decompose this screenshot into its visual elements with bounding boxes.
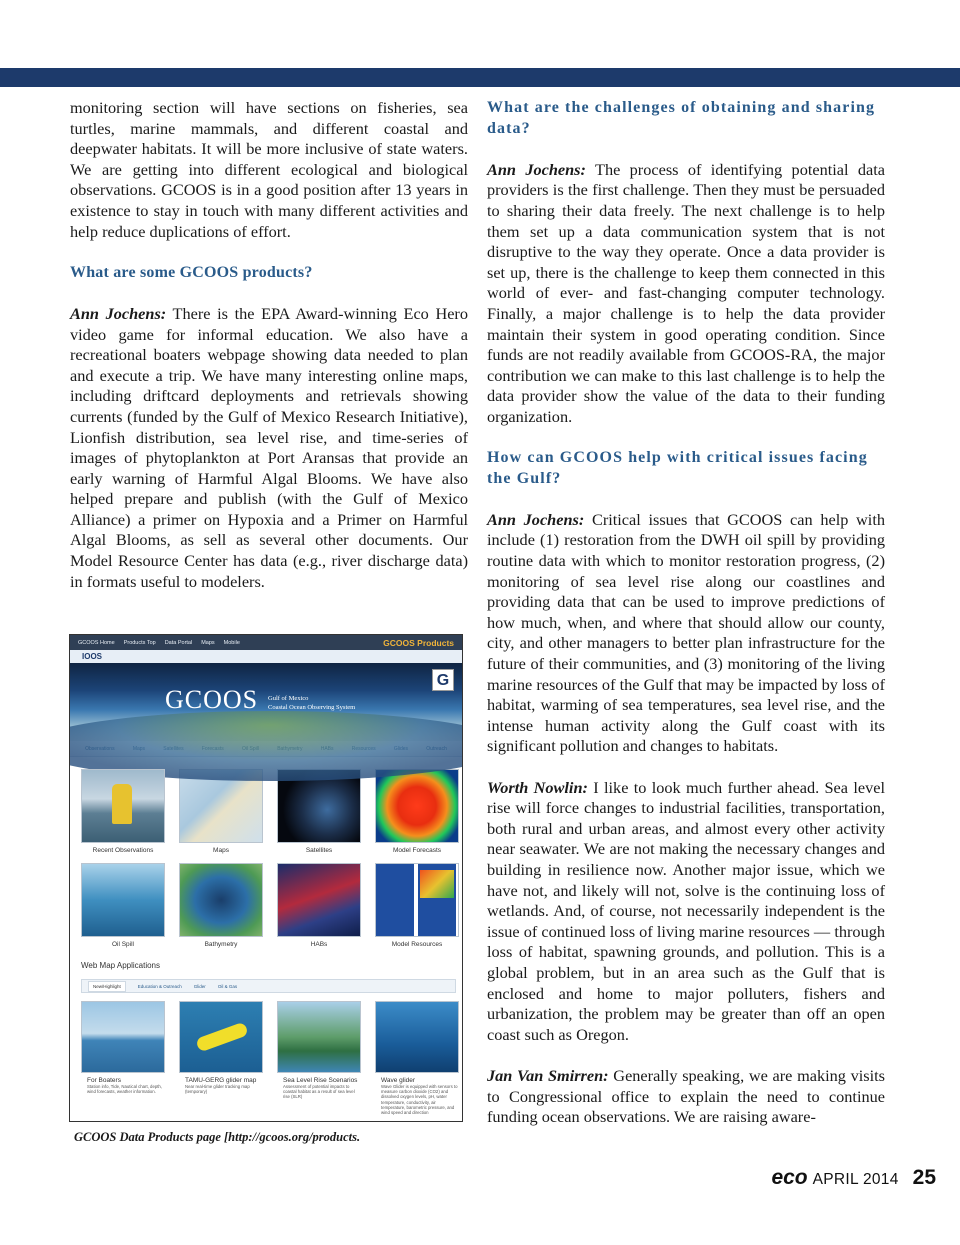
left-column — [70, 98, 468, 613]
figure-nav-bar — [70, 635, 462, 650]
magazine-name: eco — [771, 1166, 808, 1189]
oil-spill-image — [81, 863, 165, 937]
wave-glider-image — [375, 1001, 459, 1073]
nav-home: GCOOS Home — [78, 639, 115, 646]
speaker-name: Ann Jochens: — [487, 159, 586, 179]
page-footer — [771, 1166, 936, 1190]
figure-caption: GCOOS Data Products page [http://gcoos.org/products. — [74, 1130, 361, 1144]
answer-data-sharing — [487, 160, 885, 428]
nav-mobile: Mobile — [223, 639, 240, 646]
tile-bathymetry: Bathymetry — [179, 863, 263, 957]
tile-wave-glider: Wave glider Wave Glider is equipped with sensors to measure carbon dioxide (CO2) and dissolved oxygen levels, pH, water temperature, conductivity, air temperature, barometric pressure, and wind speed and direction — [375, 1001, 459, 1095]
g-logo-icon: G — [432, 669, 454, 691]
speaker-name: Ann Jochens: — [487, 509, 585, 529]
tile-habs: HABs — [277, 863, 361, 957]
web-map-title: Web Map Applications — [81, 961, 161, 970]
tile-model-resources: Model Resources — [375, 863, 459, 957]
answer-text: Generally speaking, we are making visits to Congressional office to explain the need to continue funding ocean observations. We are raising aware- — [487, 1065, 886, 1127]
answer-text: The process of identifying potential data providers is the first challenge. Then they must be persuaded to sharing their data freely. The next challenge is to help them set up a data communication system that is not disruptive to the way they operate. Once a data provider is set up, there is the challenge to keep them connected in this world of ever- and fast-changing computer technology. Finally, a major challenge is to help the data provider maintain their system in good operating condition. Since funds are not readily available from GCOOS-RA, the major contribution we can make to this last challenge is to help the data provider show the value of the data to their funding organization. — [487, 159, 885, 426]
forecast-image — [375, 769, 459, 843]
header-bar — [0, 68, 960, 87]
answer-text: There is the EPA Award-winning Eco Hero video game for informal education. We also have a recreational boaters webpage showing data needed to plan and execute a trip. We have many interesting online maps, including driftcard deployments and retrievals showing currents (funded by the Gulf of Mexico Research Initiative), Lionfish distribution, sea level rise, and time-series of images of phytoplankton at Port Aransas that provide an early warning of Harmful Algal Blooms. We have also helped prepare and publish (with the Gulf of Mexico Alliance) a primer on Hypoxia and a Primer on Harmful Algal Blooms, as sell as several other documents. Our Model Resource Center has data (e.g., river discharge data) in formats useful to modelers. — [70, 303, 468, 591]
tile-satellites: Satellites — [277, 769, 361, 863]
ioos-strip: IOOS — [70, 650, 462, 663]
glider-image — [179, 1001, 263, 1073]
page-number: 25 — [912, 1166, 936, 1189]
tile-model-forecasts: Model Forecasts — [375, 769, 459, 863]
gcoos-products-label: GCOOS Products — [383, 637, 454, 648]
tile-for-boaters: For Boaters Station info, Tide, Nautical chart, depth, wind forecasts, weather information. — [81, 1001, 165, 1095]
nav-data-portal: Data Portal — [164, 639, 193, 646]
model-resources-image — [375, 863, 459, 937]
answer-text: Critical issues that GCOOS can help with include (1) restoration from the DWH oil spill by providing routine data with which to monitor restoration progress, (2) monitoring of sea level rise along our coastlines and providing data that can be used to improve predictions of how much, when, and where that should allow our county, city, and other managers to better plan infrastructure for the future of their communities, and (3) monitoring of the living marine resources of the Gulf that may be impacted by loss of habitat, warming of sea temperatures, sea level rise, and the intense human activity along the Gulf coast with its significant pollution and changes to habitats. — [487, 509, 885, 756]
web-map-tabs: New/Highlight Education & Outreach Glider Oil & Gas — [81, 979, 456, 993]
bathymetry-image — [179, 863, 263, 937]
nav-products-top: Products Top — [123, 639, 156, 646]
web-map-tiles — [70, 1001, 462, 1116]
right-column — [487, 98, 885, 1148]
boat-image — [81, 1001, 165, 1073]
question-critical-issues: How can GCOOS help with critical issues facing the Gulf? — [487, 449, 868, 487]
answer-jan-van-smirren — [487, 1066, 885, 1128]
habs-image — [277, 863, 361, 937]
speaker-name: Worth Nowlin: — [487, 777, 588, 797]
gcoos-products-screenshot — [69, 634, 463, 1122]
answer-critical-issues — [487, 510, 885, 757]
answer-worth-nowlin — [487, 778, 885, 1046]
gcoos-subtitle: Gulf of Mexico Coastal Ocean Observing System — [268, 695, 356, 711]
product-tiles-row-2 — [70, 863, 462, 957]
tile-oil-spill: Oil Spill — [81, 863, 165, 957]
tile-maps: Maps — [179, 769, 263, 863]
tile-glider-map: TAMU-GERG glider map Near real-time glider tracking map (temporary) — [179, 1001, 263, 1095]
figure-banner — [70, 663, 462, 741]
answer-products — [70, 304, 468, 592]
intro-paragraph: monitoring section will have sections on fisheries, sea turtles, marine mammals, and different coastal and deepwater habitats. It will be more inclusive of state waters. We are getting into different ecological and biological observations. GCOOS is in a good position after 13 years in existence to stay in touch with many different activities and help reduce duplications of effort. — [70, 98, 468, 241]
tile-recent-observations: Recent Observations — [81, 769, 165, 863]
nav-maps: Maps — [201, 639, 215, 646]
coastline-image — [277, 1001, 361, 1073]
speaker-name: Jan Van Smirren: — [487, 1065, 609, 1085]
question-data-sharing: What are the challenges of obtaining and sharing data? — [487, 99, 876, 137]
tile-sea-level-rise: Sea Level Rise Scenarios Assessment of potential impacts to coastal habitat as a result of sea level rise (SLR) — [277, 1001, 361, 1095]
question-products: What are some GCOOS products? — [70, 263, 313, 281]
issue-date: APRIL 2014 — [812, 1171, 899, 1188]
buoy-image — [81, 769, 165, 843]
product-tiles-row-1 — [70, 769, 462, 863]
speaker-name: Ann Jochens: — [70, 303, 167, 323]
gcoos-logo-text: GCOOS — [165, 685, 259, 714]
answer-text: I like to look much further ahead. Sea level rise will force changes to industrial facilities, transportation, both rural and urban areas, and almost every other activity near seawater. We are not making the necessary changes and building in resilience now. Another major issue, which we have not, and likely will not, solve is the continuing loss of wetlands. And, of course, not necessarily independent is the issue of continued loss of living marine resources — through loss of habitat, spawning grounds, and pollution. This is a global problem, but in an area such as the Gulf that is enclosed and home to major polluters, fishers and urbanization, the problem may be greater than off an open coast such as Oregon. — [487, 777, 885, 1044]
